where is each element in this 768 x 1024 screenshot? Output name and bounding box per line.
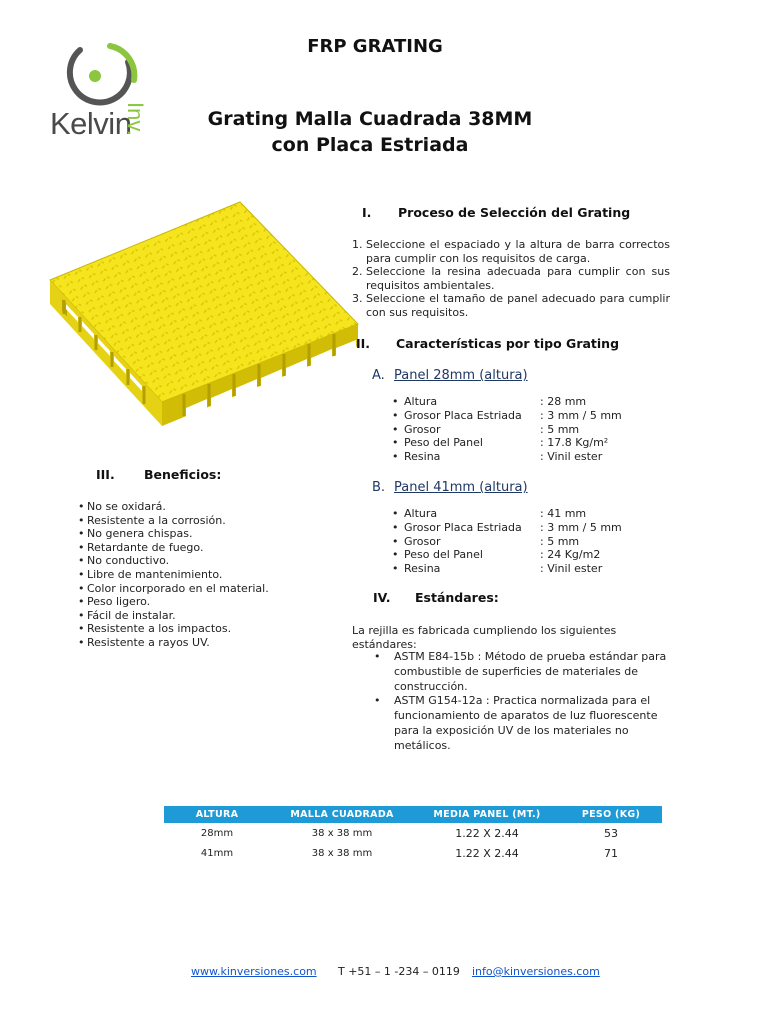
spec-row: • Peso del Panel : 17.8 Kg/m² (392, 436, 609, 450)
spec-row: • Resina : Vinil ester (392, 562, 603, 576)
spec-row: • Resina : Vinil ester (392, 450, 603, 464)
panel-b-specs (392, 507, 622, 576)
list-item: • Peso ligero. (78, 595, 269, 609)
panel-a-label: A. (372, 368, 385, 383)
list-item: • No genera chispas. (78, 527, 269, 541)
list-item: • Retardante de fuego. (78, 541, 269, 555)
list-item: • ASTM G154-12a : Practica normalizada para el funcionamiento de aparatos de luz fluorescente para la exposición UV de los materiales no metálicos. (372, 694, 672, 753)
spec-row: • Grosor Placa Estriada : 3 mm / 5 mm (392, 408, 622, 422)
panel-b-title: Panel 41mm (altura) (394, 480, 528, 495)
table-header-cell: MALLA CUADRADA (270, 806, 414, 823)
panel-a-title: Panel 28mm (altura) (394, 368, 528, 383)
spec-row: • Peso del Panel : 24 Kg/m2 (392, 548, 601, 562)
list-item: 2. Seleccione la resina adecuada para cumplir con sus requisitos ambientales. (352, 265, 670, 292)
list-item: • Resistente a la corrosión. (78, 514, 269, 528)
spec-table (164, 806, 662, 863)
table-cell: 38 x 38 mm (311, 827, 373, 839)
table-cell: 1.22 X 2.44 (455, 846, 519, 860)
benefits-list (78, 500, 269, 650)
panel-a-heading (372, 368, 528, 383)
grating-product-image (44, 196, 364, 432)
panel-a-specs (392, 395, 622, 464)
list-item: • Color incorporado en el material. (78, 582, 269, 596)
section-3-heading (96, 467, 221, 482)
spec-row: • Grosor : 5 mm (392, 422, 580, 436)
table-header-row (164, 806, 662, 823)
selection-steps-list (352, 238, 670, 319)
footer-phone: T +51 – 1 -234 – 0119 (338, 965, 460, 978)
standards-intro: La rejilla es fabricada cumpliendo los siguientes estándares: (352, 624, 617, 651)
footer-email[interactable] (472, 965, 600, 978)
list-item: • ASTM E84-15b : Método de prueba estándar para combustible de superficies de materiales de construcción. (372, 650, 672, 694)
section-2-title: Características por tipo Grating (396, 336, 620, 351)
table-cell: 41mm (200, 847, 234, 859)
website-link[interactable]: www.kinversiones.com (191, 965, 317, 978)
section-4-title: Estándares: (415, 590, 499, 605)
spec-row: • Grosor : 5 mm (392, 534, 580, 548)
table-header-cell: PESO (KG) (560, 806, 662, 823)
section-1-number: I. (362, 205, 372, 220)
table-cell: 38 x 38 mm (311, 847, 373, 859)
logo-brand-text: Kelvin (50, 106, 132, 141)
document-title (170, 106, 570, 158)
list-item: 3. Seleccione el tamaño de panel adecuado para cumplir con sus requisitos. (352, 292, 670, 319)
standards-list (372, 650, 672, 754)
section-4-heading (373, 590, 499, 605)
list-item: • No se oxidará. (78, 500, 269, 514)
table-cell: 28mm (200, 827, 234, 839)
table-row (164, 823, 662, 843)
section-2-heading (356, 336, 619, 351)
table-cell: 53 (604, 826, 618, 840)
section-1-heading (362, 205, 630, 220)
list-item: • Fácil de instalar. (78, 609, 269, 623)
panel-b-label: B. (372, 480, 386, 495)
list-item: 1. Seleccione el espaciado y la altura de barra correctos para cumplir con los requisitos de carga. (352, 238, 670, 265)
table-cell: 71 (604, 846, 618, 860)
spec-row: • Altura : 28 mm (392, 395, 587, 408)
table-header-cell: MEDIA PANEL (MT.) (414, 806, 560, 823)
section-4-number: IV. (373, 590, 391, 605)
logo-inv-text (122, 100, 152, 146)
document-title-line2: con Placa Estriada (271, 134, 469, 156)
spec-row: • Altura : 41 mm (392, 507, 587, 520)
panel-b-heading (372, 480, 528, 495)
list-item: • Resistente a rayos UV. (78, 636, 269, 650)
table-row (164, 843, 662, 863)
section-3-number: III. (96, 467, 115, 482)
page-header-title: FRP GRATING (307, 36, 443, 57)
list-item: • Resistente a los impactos. (78, 622, 269, 636)
section-2-number: II. (356, 336, 371, 351)
list-item: • No conductivo. (78, 554, 269, 568)
document-title-line1: Grating Malla Cuadrada 38MM (207, 108, 533, 130)
section-1-title: Proceso de Selección del Grating (398, 205, 631, 220)
section-3-title: Beneficios: (144, 467, 222, 482)
spec-row: • Grosor Placa Estriada : 3 mm / 5 mm (392, 520, 622, 534)
email-link[interactable]: info@kinversiones.com (472, 965, 600, 978)
svg-text:Inv.: Inv. (123, 102, 148, 136)
list-item: • Libre de mantenimiento. (78, 568, 269, 582)
table-header-cell: ALTURA (164, 806, 270, 823)
table-cell: 1.22 X 2.44 (455, 826, 519, 840)
footer-website[interactable] (191, 965, 317, 978)
